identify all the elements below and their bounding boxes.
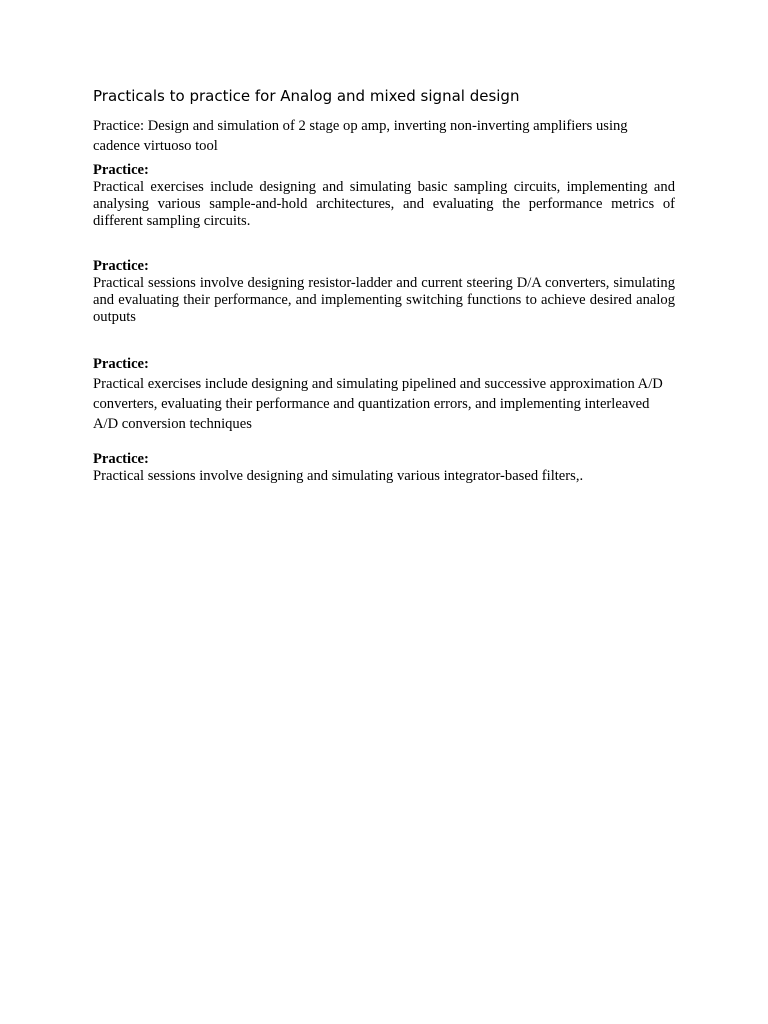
section-heading: Practice: (93, 162, 149, 178)
document-title: Practicals to practice for Analog and mixed signal design (93, 87, 520, 105)
section-body: Practical exercises include designing and simulating pipelined and successive approximation A/D converters, evaluating their performance and quantization errors, and implementing interleaved A/D conversion techniques (93, 376, 663, 432)
section-body: Practical sessions involve designing and simulating various integrator-based filters,. (93, 468, 584, 484)
section-heading: Practice: (93, 356, 149, 372)
document-page (93, 86, 675, 485)
intro-paragraph: Practice: Design and simulation of 2 stage op amp, inverting non-inverting amplifiers using cadence virtuoso tool (93, 118, 628, 154)
section-body: Practical exercises include designing and simulating basic sampling circuits, implementing and analysing various sample-and-hold architectures, and evaluating the performance metrics of different sampling circuits. (93, 179, 675, 229)
section-ad-converters (93, 355, 675, 434)
section-body: Practical sessions involve designing resistor-ladder and current steering D/A converters, simulating and evaluating their performance, and implementing switching functions to achieve desired analog outputs (93, 275, 675, 325)
section-heading: Practice: (93, 258, 149, 274)
section-heading: Practice: (93, 451, 149, 467)
section-sampling-circuits (93, 162, 675, 230)
section-da-converters (93, 258, 675, 326)
section-filters (93, 451, 675, 485)
